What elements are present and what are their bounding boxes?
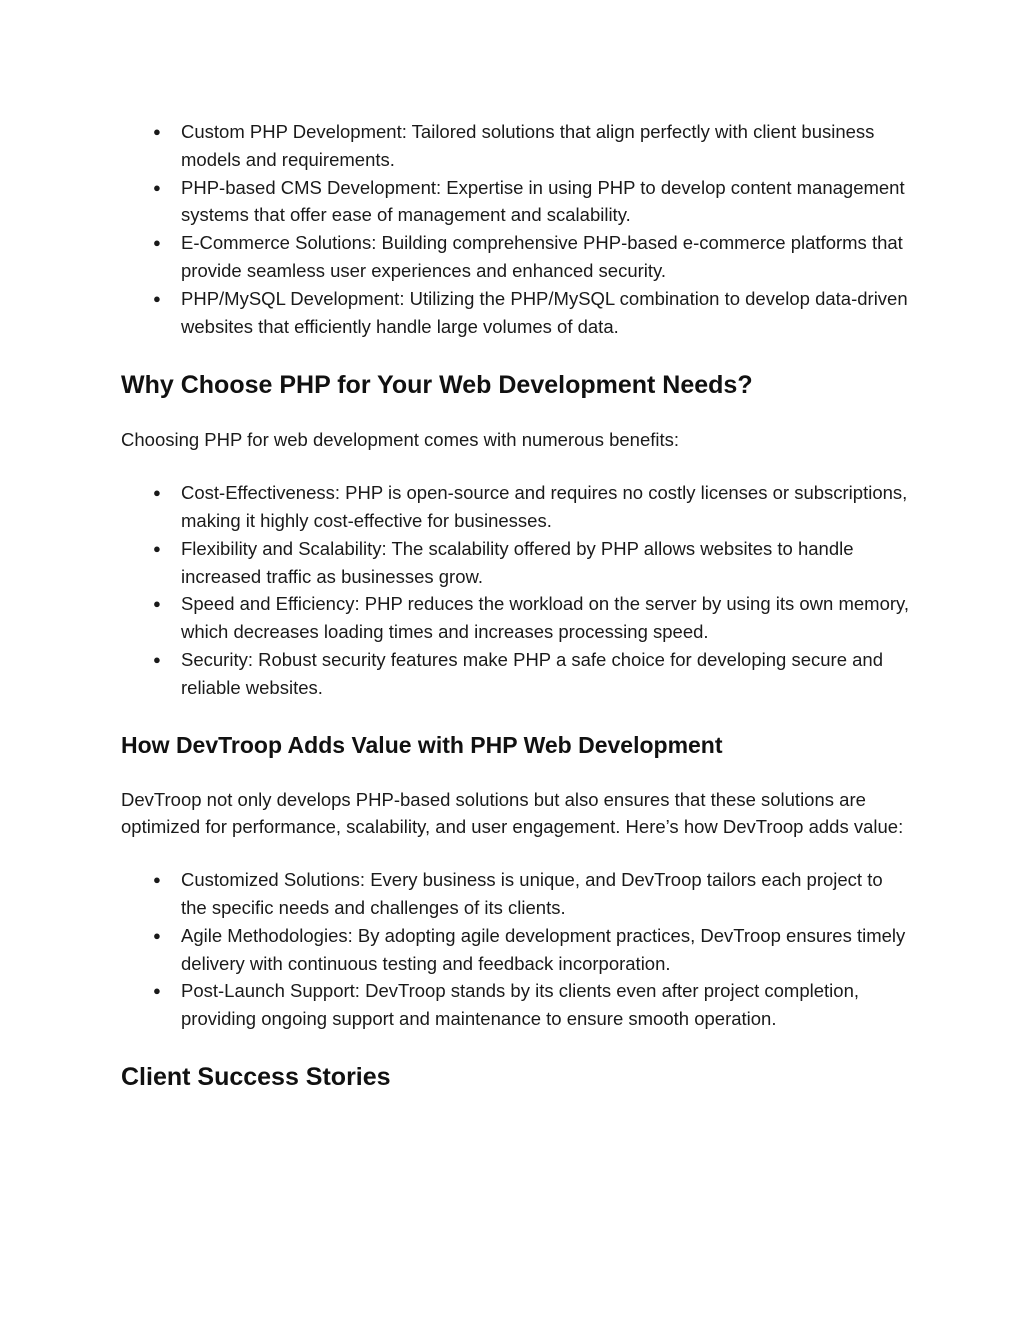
list-item-text: Custom PHP Development: Tailored solutions that align perfectly with client business models and requirements. <box>181 121 875 170</box>
bullet-icon: ● <box>153 927 161 943</box>
bullet-icon: ● <box>153 872 161 888</box>
bullet-icon: ● <box>153 485 161 501</box>
list-item-text: Customized Solutions: Every business is unique, and DevTroop tailors each project to the specific needs and challenges of its clients. <box>181 869 883 918</box>
list-item <box>121 866 911 922</box>
value-list <box>121 866 911 1033</box>
document-page <box>121 118 911 1093</box>
bullet-icon: ● <box>153 235 161 251</box>
section-heading-devtroop-value: How DevTroop Adds Value with PHP Web Development <box>121 731 723 758</box>
bullet-icon: ● <box>153 290 161 306</box>
list-item-text: E-Commerce Solutions: Building comprehensive PHP-based e-commerce platforms that provide seamless user experiences and enhanced security. <box>181 232 903 281</box>
bullet-icon: ● <box>153 179 161 195</box>
bullet-icon: ● <box>153 651 161 667</box>
list-item-text: Speed and Efficiency: PHP reduces the workload on the server by using its own memory, which decreases loading times and increases processing speed. <box>181 593 910 643</box>
list-item-text: Agile Methodologies: By adopting agile development practices, DevTroop ensures timely delivery with continuous testing and feedback incorporation. <box>181 924 906 974</box>
list-item <box>121 285 911 341</box>
list-item <box>121 118 911 174</box>
benefits-list <box>121 479 911 701</box>
bullet-icon: ● <box>153 596 161 612</box>
devtroop-value-intro: DevTroop not only develops PHP-based solutions but also ensures that these solutions are optimized for performance, scalability, and user engagement. Here’s how DevTroop adds value: <box>121 788 904 838</box>
list-item-text: PHP-based CMS Development: Expertise in using PHP to develop content management systems that offer ease of management and scalability. <box>181 176 905 226</box>
why-php-intro: Choosing PHP for web development comes with numerous benefits: <box>121 429 680 451</box>
list-item-text: Security: Robust security features make PHP a safe choice for developing secure and reliable websites. <box>181 648 883 698</box>
list-item <box>121 535 911 591</box>
list-item-text: Cost-Effectiveness: PHP is open-source and requires no costly licenses or subscriptions, making it highly cost-effective for businesses. <box>181 482 908 531</box>
list-item-text: PHP/MySQL Development: Utilizing the PHP/MySQL combination to develop data-driven websites that efficiently handle large volumes of data. <box>181 287 908 337</box>
bullet-icon: ● <box>153 540 161 556</box>
services-list <box>121 118 911 340</box>
bullet-icon: ● <box>153 983 161 999</box>
section-heading-why-php: Why Choose PHP for Your Web Development Needs? <box>121 371 753 400</box>
list-item-text: Post-Launch Support: DevTroop stands by its clients even after project completion, providing ongoing support and maintenance to ensure smooth operation. <box>181 980 859 1030</box>
bullet-icon: ● <box>153 124 161 139</box>
list-item <box>121 977 911 1033</box>
list-item <box>121 174 911 230</box>
list-item-text: Flexibility and Scalability: The scalability offered by PHP allows websites to handle increased traffic as businesses grow. <box>181 537 854 587</box>
list-item <box>121 479 911 535</box>
list-item <box>121 646 911 702</box>
list-item <box>121 590 911 646</box>
section-heading-client-success-stories: Client Success Stories <box>121 1062 391 1091</box>
list-item <box>121 229 911 285</box>
list-item <box>121 922 911 978</box>
